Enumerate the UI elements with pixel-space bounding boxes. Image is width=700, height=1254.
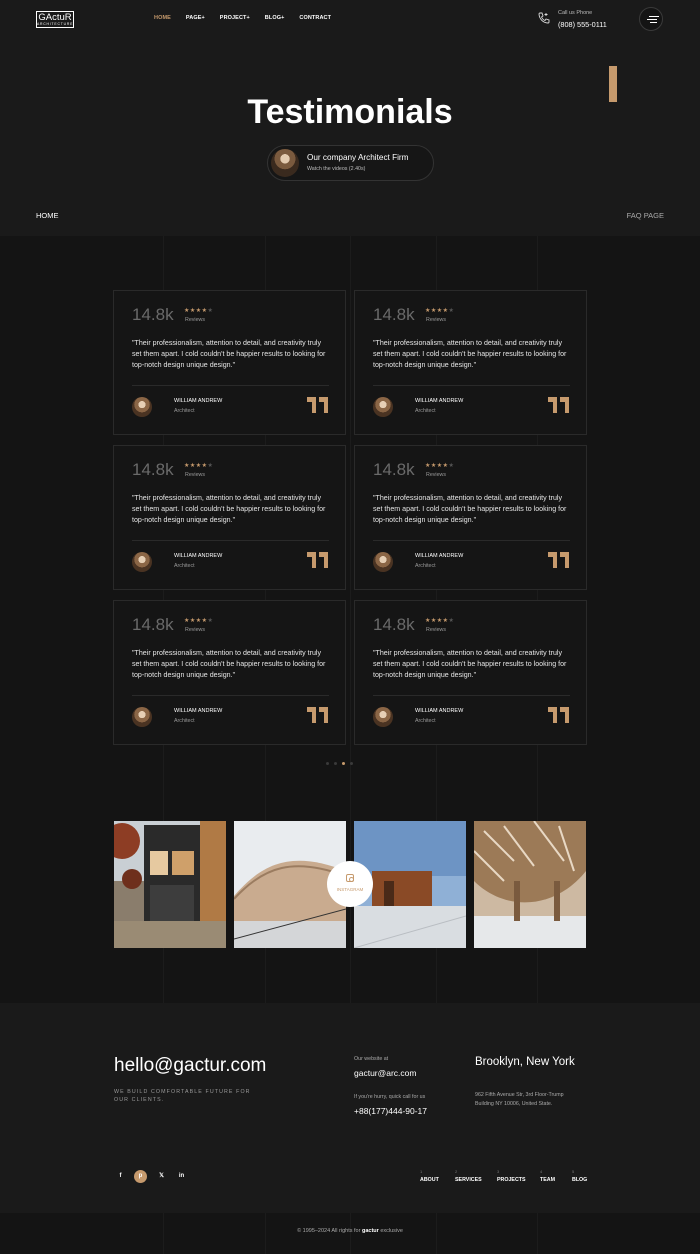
footer-link-projects[interactable] [497,1169,526,1183]
video-thumbnail [271,149,299,177]
reviewer-role: Architect [415,563,436,569]
reviewer-role: Architect [174,718,195,724]
avatar [373,552,393,572]
review-count-label: Reviews [185,472,206,478]
divider [373,695,570,696]
quote-icon [548,552,570,568]
testimonial-card [113,445,346,590]
footer-link-label: PROJECTS [497,1177,526,1183]
review-count-label: Reviews [426,317,447,323]
page-title: Testimonials [247,93,453,131]
reviewer-name: WILLIAM ANDREW [174,398,223,404]
testimonial-card [354,445,587,590]
pagination-dot[interactable] [350,762,353,765]
phone-icon [537,11,551,25]
footer-link-team[interactable] [540,1169,555,1183]
star-rating: ★★★★★ [184,618,214,624]
divider [373,385,570,386]
testimonial-quote: "Their professionalism, attention to detail, and creativity truly set them apart. I cold couldn't be happier results to looking for top-notch design unique design." [132,339,326,369]
menu-bar [649,16,659,17]
instagram-photo-1[interactable] [114,821,226,948]
review-count-label: Reviews [426,472,447,478]
footer-link-number: 3 [497,1169,500,1174]
video-button[interactable] [267,145,434,181]
instagram-label: INSTAGRAM [336,887,364,892]
divider [132,695,329,696]
reviewer-name: WILLIAM ANDREW [415,553,464,559]
logo[interactable] [36,11,74,28]
reviewer-name: WILLIAM ANDREW [415,708,464,714]
quick-call-label: If you're hurry, quick call for us [354,1094,426,1100]
reviewer-name: WILLIAM ANDREW [174,553,223,559]
website-value[interactable]: gactur@arc.com [354,1068,417,1078]
quote-icon [548,707,570,723]
reviewer-role: Architect [174,408,195,414]
star-rating: ★★★★★ [425,463,455,469]
video-duration: Watch the videos (2.40s) [307,166,366,172]
footer-link-number: 5 [572,1169,575,1174]
main-nav [154,15,331,21]
testimonial-quote: "Their professionalism, attention to detail, and creativity truly set them apart. I cold couldn't be happier results to looking for top-notch design unique design." [373,649,567,679]
pagination-dot[interactable] [334,762,337,765]
review-count: 14.8k [132,615,174,634]
footer-link-number: 2 [455,1169,458,1174]
star-rating: ★★★★★ [184,308,214,314]
linkedin-icon[interactable]: in [178,1173,185,1179]
instagram-photo-4[interactable] [474,821,586,948]
pagination-dot-active[interactable] [342,762,345,765]
pagination-dots [326,762,353,765]
testimonial-card [354,290,587,435]
logo-subtitle: ARCHITECTURE [37,22,74,26]
avatar [132,552,152,572]
footer-link-blog[interactable] [572,1169,587,1183]
footer-email[interactable]: hello@gactur.com [114,1055,267,1076]
reviewer-role: Architect [174,563,195,569]
x-icon[interactable]: 𝕏 [159,1173,164,1179]
copyright [0,1228,700,1234]
nav-item-blog[interactable]: BLOG+ [264,15,285,21]
nav-item-contract[interactable]: CONTRACT [299,15,332,21]
footer-link-number: 1 [420,1169,423,1174]
review-count-label: Reviews [185,317,206,323]
star-rating: ★★★★★ [425,618,455,624]
testimonial-quote: "Their professionalism, attention to detail, and creativity truly set them apart. I cold couldn't be happier results to looking for top-notch design unique design." [373,494,567,524]
testimonial-card [354,600,587,745]
website-label: Our website at [354,1056,389,1062]
testimonial-quote: "Their professionalism, attention to detail, and creativity truly set them apart. I cold couldn't be happier results to looking for top-notch design unique design." [373,339,567,369]
copyright-text: © 1995–2024 All rights for [297,1228,361,1234]
reviewer-role: Architect [415,408,436,414]
review-count-label: Reviews [426,627,447,633]
facebook-icon[interactable]: f [119,1173,122,1179]
pinterest-icon[interactable]: p [134,1170,147,1183]
review-count: 14.8k [373,305,415,324]
menu-bar [647,19,657,20]
quote-icon [548,397,570,413]
quote-icon [307,397,329,413]
logo-word: GActuR [38,12,72,23]
review-count: 14.8k [373,460,415,479]
footer-address: 962 Fifth Avenue Str, 3rd Floor-Trump Building NY 10006, United State. [475,1092,564,1107]
footer-link-label: TEAM [540,1177,556,1183]
pagination-dot[interactable] [326,762,329,765]
quote-icon [307,552,329,568]
testimonial-card [113,290,346,435]
testimonial-card [113,600,346,745]
review-count: 14.8k [132,305,174,324]
reviewer-role: Architect [415,718,436,724]
testimonial-quote: "Their professionalism, attention to detail, and creativity truly set them apart. I cold couldn't be happier results to looking for top-notch design unique design." [132,494,326,524]
breadcrumb-home[interactable]: HOME [36,211,59,220]
instagram-button[interactable] [327,861,373,907]
quote-icon [307,707,329,723]
breadcrumb-page[interactable]: FAQ PAGE [626,211,664,220]
instagram-icon [346,874,354,882]
footer-link-about[interactable] [420,1169,439,1183]
site-footer [0,1003,700,1213]
star-rating: ★★★★★ [425,308,455,314]
star-rating: ★★★★★ [184,463,214,469]
copyright-suffix: exclusive [380,1228,403,1234]
avatar [132,397,152,417]
video-title: Our company Architect Firm [307,153,409,162]
divider [373,540,570,541]
review-count: 14.8k [373,615,415,634]
site-header [0,0,700,48]
menu-bar [650,22,657,23]
nav-item-project[interactable]: PROJECT+ [219,15,250,21]
divider [132,385,329,386]
footer-link-label: SERVICES [455,1177,482,1183]
footer-tagline: WE BUILD COMFORTABLE FUTURE FOR OUR CLIENTS. [114,1089,251,1103]
reviewer-name: WILLIAM ANDREW [415,398,464,404]
menu-button[interactable] [639,7,663,31]
nav-item-page[interactable]: PAGE+ [185,15,205,21]
hero-section [0,48,700,236]
call-label: Call us Phone [558,10,593,16]
avatar [132,707,152,727]
footer-link-number: 4 [540,1169,543,1174]
footer-link-label: BLOG [572,1177,588,1183]
footer-city: Brooklyn, New York [475,1056,575,1068]
review-count: 14.8k [132,460,174,479]
reviewer-name: WILLIAM ANDREW [174,708,223,714]
divider [132,540,329,541]
footer-link-label: ABOUT [420,1177,439,1183]
review-count-label: Reviews [185,627,206,633]
footer-link-services[interactable] [455,1169,482,1183]
copyright-brand[interactable]: gactur [361,1228,379,1234]
footer-phone[interactable]: +88(177)444-90-17 [354,1106,428,1116]
avatar [373,397,393,417]
nav-item-home[interactable]: HOME [154,15,171,21]
testimonial-quote: "Their professionalism, attention to detail, and creativity truly set them apart. I cold couldn't be happier results to looking for top-notch design unique design." [132,649,326,679]
avatar [373,707,393,727]
call-number[interactable]: (808) 555-0111 [558,20,607,29]
